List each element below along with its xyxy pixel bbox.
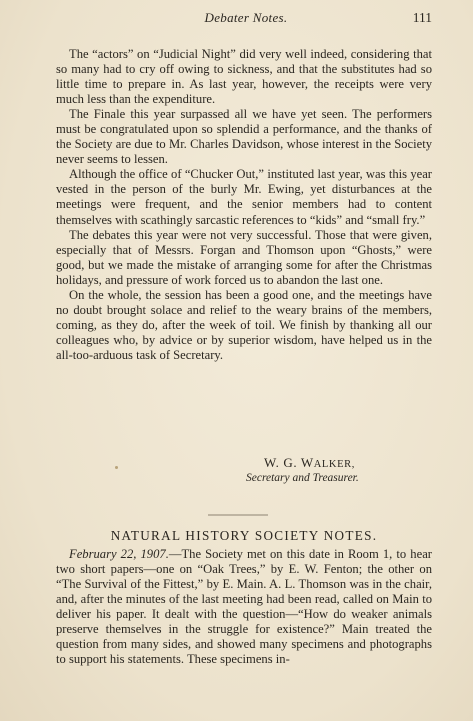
paragraph-chucker-out: Although the office of “Chucker Out,” instituted last year, was this year vested in the person of the burly Mr. Ewing, yet disturbances at the meetings were frequent, and the senior members had to content themselves with scathingly sarcastic references to “kids” and “small fry.” <box>56 167 432 227</box>
body-text <box>56 47 432 363</box>
section-body <box>56 547 432 667</box>
meeting-date: February 22, 1907. <box>69 547 169 561</box>
meeting-report: —The Society met on this date in Room 1, to hear two short papers—one on “Oak Trees,” by E. W. Fenton; the other on “The Survival of the Fittest,” by E. Main. A. L. Thomson was in the chair, and, after the minutes of the last meeting had been read, called on Main to deliver his paper. It dealt with the question—“How do weaker animals preserve themselves in the struggle for existence?” Main treated the question from many sides, and showed many specimens and photographs to support his statements. These specimens in- <box>56 547 432 667</box>
paragraph-finale: The Finale this year surpassed all we have yet seen. The performers must be congratulated upon so splendid a performance, and the thanks of the Society are due to Mr. Charles Davidson, whose interest in the Society never seems to lessen. <box>56 107 432 167</box>
paragraph-debates: The debates this year were not very successful. Those that were given, especially that of Messrs. Forgan and Thomson upon “Ghosts,” were good, but we made the mistake of arranging some for after the Christmas holidays, and pressure of work forced us to abandon the last one. <box>56 227 432 287</box>
section-divider-rule <box>208 510 268 520</box>
section-heading: NATURAL HISTORY SOCIETY NOTES. <box>110 528 378 543</box>
signature-name: W. G. WALKER, <box>264 455 355 470</box>
signature-title: Secretary and Treasurer. <box>246 472 359 484</box>
running-title: Debater Notes. <box>204 10 288 25</box>
page-number: 111 <box>412 10 432 25</box>
signature-smallcaps: ALKER, <box>313 459 355 470</box>
paragraph-actors: The “actors” on “Judicial Night” did very well indeed, considering that so many had to cry off owing to sickness, and that the substitutes had so little time to prepare in. As last year, however, the receipts were very much less than the expenditure. <box>56 47 432 107</box>
paper-speck <box>115 466 118 469</box>
running-head <box>60 10 432 30</box>
paragraph-session: On the whole, the session has been a good one, and the meetings have no doubt brought solace and relief to the weary brains of the members, coming, as they do, after the week of toil. We finish by thanking all our colleagues who, by advice or by superior wisdom, have helped us in the all-too-arduous task of Secretary. <box>56 287 432 362</box>
section-paragraph <box>56 547 432 667</box>
